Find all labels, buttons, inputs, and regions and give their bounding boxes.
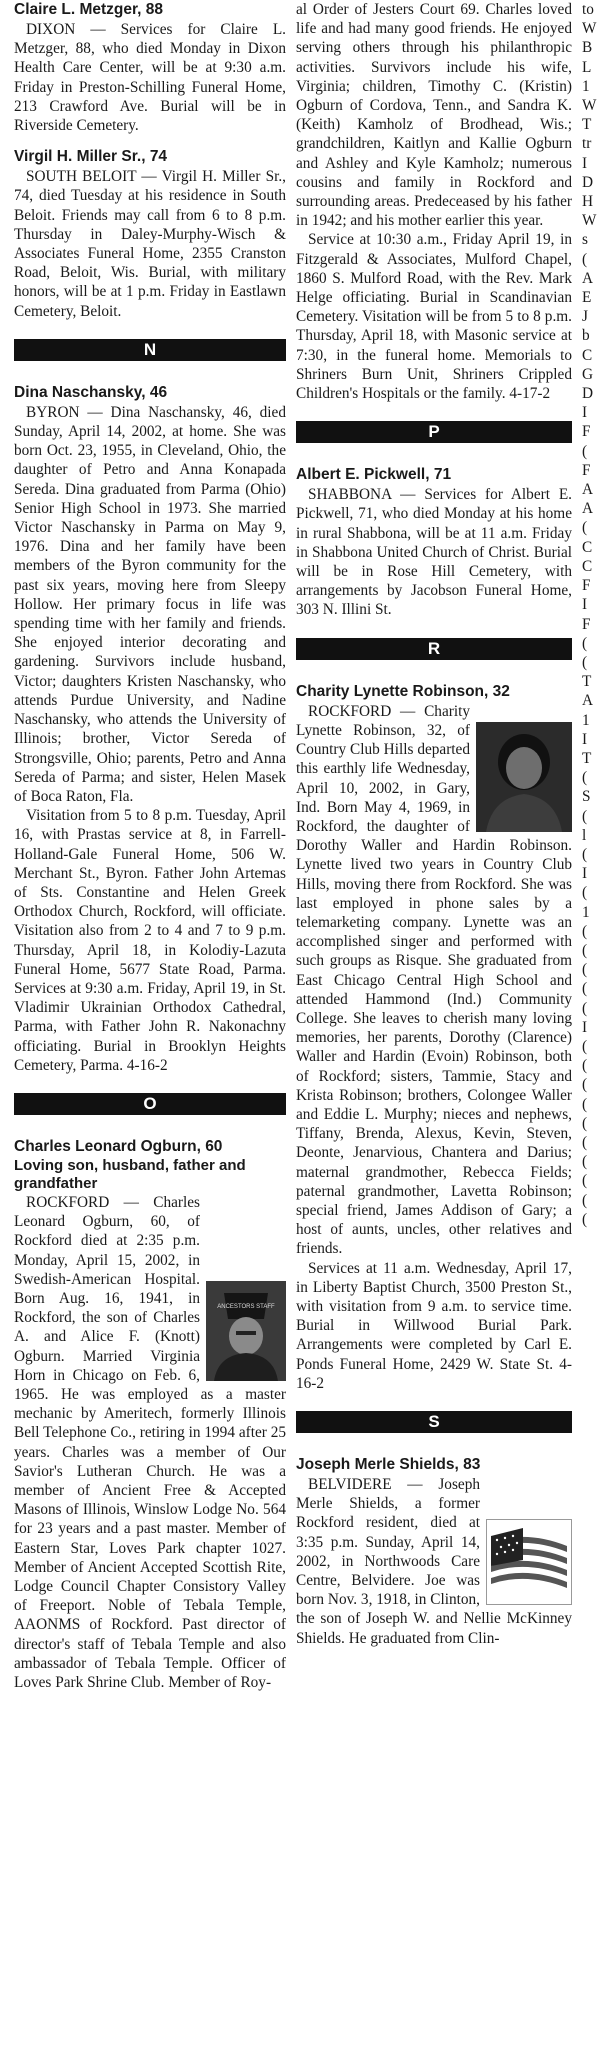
american-flag-icon (487, 1520, 571, 1604)
obituary-body: SHABBONA — Services for Albert E. Pickwell, 71, who died Monday at his home in rural Shabbona, will be at 11 a.m. Friday in Shabbona United Church of Christ. Burial will be in Rose Hill Cemetery, with arrangements by Jacobson Funeral Home, 303 N. Illini St. (296, 486, 572, 619)
cropped-line-fragment: I (582, 730, 588, 748)
obituary-metzger (14, 0, 286, 135)
cropped-line-fragment: ( (582, 1095, 588, 1113)
cropped-line-fragment: ( (582, 980, 588, 998)
cropped-line-fragment: C (582, 346, 593, 364)
obituary-body: SOUTH BELOIT — Virgil H. Miller Sr., 74, died Tuesday at his residence in South Beloit. Friends may call from 6 to 8 p.m. Thursday in Daley-Murphy-Wisch & Associates Funeral Home, 2355 Cranston Road, Beloit, Wis. Burial, with military honors, will be at 1 p.m. Friday in Eastlawn Cemetery, Beloit. (14, 168, 286, 320)
section-header-p: P (296, 421, 572, 443)
obituary-body-services: Visitation from 5 to 8 p.m. Tuesday, April 16, with Prastas service at 8, in Farrell-Holland-Gale Funeral Home, 506 W. Merchant St., Byron. Father John Artemas of Sts. Constantine and Helen Greek Orthodox Church, Rockford, will officiate. Visitation also from 2 to 4 and 7 to 9 p.m. Thursday, April 18, in Kolodiy-Lazuta Funeral Home, 5677 State Road, Parma. Services at 9:30 a.m. Friday, April 19, in St. Vladimir Ukrainian Orthodox Cathedral, Parma, with Father John R. Nakonachny officiating. Burial in Brooklyn Heights Cemetery, Parma. 4-16-2 (14, 807, 286, 1074)
obituary-body: al Order of Jesters Court 69. Charles loved life and had many good friends. He enjoyed serving others through his philanthropic activities. Survivors include his wife, Virginia; children, Timothy C. (Kristin) Ogburn of Cordova, Tenn., and Sandra K. (Keith) Kamholz of Brodhead, Wis.; grandchildren, Kaitlyn and Kallie Ogburn and Ashley and Kyle Kamholz; numerous cousins and family in Rockford and surrounding areas. Predeceased by his father in 1942; and his mother earlier this year. (296, 1, 572, 230)
cropped-line-fragment: A (582, 481, 594, 499)
section-header-s: S (296, 1411, 572, 1433)
cropped-line-fragment: 1 (582, 711, 590, 729)
cropped-line-fragment: ( (582, 653, 588, 671)
obituary-shields (296, 1455, 572, 1648)
cropped-line-fragment: tr (582, 135, 592, 153)
cropped-line-fragment: ( (582, 1037, 588, 1055)
flag-image-shields (486, 1519, 572, 1605)
portrait-photo-robinson (476, 722, 572, 832)
portrait-woman-icon (476, 722, 572, 832)
cropped-line-fragment: ( (582, 884, 588, 902)
cropped-line-fragment: I (582, 1018, 588, 1036)
cropped-line-fragment: S (582, 788, 591, 806)
section-header-r: R (296, 638, 572, 660)
obituary-body: BELVIDERE — Joseph Merle Shields, a former Rockford resident, died at 3:35 p.m. Sunday, April 14, 2002, in Northwoods Care Centre, Belvidere. Joe was born Nov. 3, 1918, in Clinton, the son of Joseph W. and Nellie McKinney Shields. He graduated from Clin- (296, 1476, 572, 1647)
column-right-cropped (582, 0, 600, 2056)
cropped-line-fragment: H (582, 193, 594, 211)
cropped-line-fragment: B (582, 39, 593, 57)
obituary-body: ROCKFORD — Charles Leonard Ogburn, 60, of Rockford died at 2:35 p.m. Monday, April 15, 2002, in Swedish-American Hospital. Born Aug. 16, 1941, in Rockford, the son of Charles A. and Alice F. (Knott) Ogburn. Married Virginia Horn in Chicago on Feb. 6, 1965. He was employed as a master mechanic by Ameritech, formerly Illinois Bell Telephone Co., retiring in 1994 after 25 years. Charles was a member of Our Savior's Lutheran Church. He was a member of Ancient Free & Accepted Masons of Illinois, Winslow Lodge No. 564 for 23 years and a past master. Member of Eastern Star, Loves Park chapter 1027. Member of Ancient Accepted Scottish Rite, Lodge Council Chapter Consistory Valley of Freeport. Noble of Tebala Temple, AAONMS of Rockford. Past director of director's staff of Tebala Temple and also ambassador of Tebala Temple. Officer of Loves Park Shrine Club. Member of Roy- (14, 1193, 286, 1692)
cropped-line-fragment: A (582, 500, 594, 518)
cropped-line-fragment: ( (582, 961, 588, 979)
section-header-o: O (14, 1093, 286, 1115)
obituary-pickwell (296, 465, 572, 619)
obituary-name: Charity Lynette Robinson, 32 (296, 682, 510, 700)
cropped-line-fragment: ( (582, 1057, 588, 1075)
cropped-line-fragment: b (582, 327, 590, 345)
cropped-line-fragment: T (582, 673, 592, 691)
column-middle (296, 0, 572, 2056)
cropped-line-fragment: G (582, 365, 594, 383)
section-header-n: N (14, 339, 286, 361)
cropped-line-fragment: ( (582, 922, 588, 940)
obituary-naschansky (14, 383, 286, 1075)
obituary-robinson (296, 682, 572, 1393)
obituary-name: Claire L. Metzger, 88 (14, 1, 164, 18)
cropped-line-fragment: ( (582, 1153, 588, 1171)
cropped-line-fragment: T (582, 116, 592, 134)
svg-text:ANCESTORS STAFF: ANCESTORS STAFF (217, 1303, 275, 1310)
obituary-subhead: Loving son, husband, father and grandfather (14, 1156, 246, 1192)
cropped-line-fragment: 1 (582, 903, 590, 921)
obituary-name: Virgil H. Miller Sr., 74 (14, 148, 168, 166)
cropped-line-fragment: ( (582, 442, 588, 460)
cropped-line-fragment: T (582, 749, 592, 767)
cropped-line-fragment: W (582, 97, 597, 115)
cropped-line-fragment: ( (582, 941, 588, 959)
cropped-line-fragment: W (582, 20, 597, 38)
cropped-line-fragment: s (582, 231, 588, 249)
portrait-man-fez-icon (206, 1281, 286, 1381)
cropped-line-fragment: A (582, 269, 594, 287)
cropped-line-fragment: l (582, 826, 587, 844)
cropped-line-fragment: ( (582, 519, 588, 537)
cropped-line-fragment: C (582, 557, 593, 575)
cropped-line-fragment: I (582, 865, 588, 883)
cropped-line-fragment: C (582, 538, 593, 556)
cropped-line-fragment: ( (582, 250, 588, 268)
cropped-line-fragment: ( (582, 1172, 588, 1190)
cropped-line-fragment: F (582, 577, 591, 595)
obituary-body-services: Service at 10:30 a.m., Friday April 19, in Fitzgerald & Associates, Mulford Chapel, 1860 S. Mulford Road, with the Rev. Mark Helge officiating. Burial in Scandinavian Cemetery. Visitation will be from 5 to 8 p.m. Thursday, April 18, with Masonic service at 7:30, in the funeral home. Memorials to Shriners Burn Unit, Shriners Crippled Children's Hospitals or the family. 4-17-2 (296, 231, 572, 403)
obituary-body-services: Services at 11 a.m. Wednesday, April 17, in Liberty Baptist Church, 3500 Preston St., with visitation from 9 a.m. to service time. Burial in Willwood Burial Park. Arrangements were completed by Carl E. Ponds Funeral Home, 2429 W. State St. 4-16-2 (296, 1259, 572, 1392)
portrait-photo-ogburn (206, 1281, 286, 1381)
obituary-name: Joseph Merle Shields, 83 (296, 1456, 481, 1473)
cropped-line-fragment: ( (582, 1133, 588, 1151)
cropped-line-fragment: F (582, 461, 591, 479)
cropped-line-fragment: E (582, 289, 592, 307)
cropped-line-fragment: F (582, 423, 591, 441)
cropped-line-fragment: ( (582, 1076, 588, 1094)
obituary-name: Dina Naschansky, 46 (14, 383, 168, 401)
obituary-name: Charles Leonard Ogburn, 60 (14, 1137, 223, 1155)
cropped-line-fragment: I (582, 154, 588, 172)
cropped-line-fragment: L (582, 58, 592, 76)
obituary-body: BYRON — Dina Naschansky, 46, died Sunday, April 14, 2002, at home. She was born Oct. 23, 1955, in Cleveland, Ohio, the daughter of Petro and Anna Konapada Sereda. Dina graduated from Parma (Ohio) Senior High School in 1973. She married Victor Naschansky in Parma on May 9, 1976. Dina and her family have been members of the Byron community for the past six years, moving here from Sleepy Hollow. Her primary focus in life was spending time with her family and friends. She enjoyed interior decorating and gardening. Survivors include husband, Victor; daughters Kristen Naschansky, who attends Purdue University, and Nadine Naschansky, who attends the University of Illinois; brother, Victor Sereda of Strongsville, Ohio; parents, Petro and Anna Sereda of Parma; and sister, Helen Masek of Boca Raton, Fla. (14, 403, 286, 805)
obituary-miller (14, 147, 286, 321)
cropped-line-fragment: J (582, 308, 588, 326)
cropped-line-fragment: I (582, 404, 588, 422)
cropped-line-fragment: ( (582, 1191, 588, 1209)
cropped-line-fragment: 1 (582, 77, 590, 95)
cropped-line-fragment: W (582, 212, 597, 230)
cropped-line-fragment: I (582, 596, 588, 614)
cropped-line-fragment: to (582, 1, 594, 18)
cropped-line-fragment: A (582, 692, 594, 710)
cropped-line-fragment: ( (582, 1210, 588, 1228)
cropped-line-fragment: ( (582, 807, 588, 825)
obituary-body: DIXON — Services for Claire L. Metzger, 88, who died Monday in Dixon Health Care Center, will be at 9:30 a.m. Friday in Preston-Schilling Funeral Home, 213 Crawford Ave. Burial will be in Riverside Cemetery. (14, 21, 286, 135)
cropped-line-fragment: D (582, 385, 594, 403)
cropped-line-fragment: F (582, 615, 591, 633)
obituary-body: ROCKFORD — Charity Lynette Robinson, 32, of Country Club Hills departed this earthly life Wednesday, April 10, 2002, in Gary, Ind. Born May 4, 1969, in Rockford, the daughter of Dorothy Waller and Hardin Robinson. Lynette lived two years in Country Club Hills, moving there from Rockford. She was last employed in phone sales by a telemarketing company. Lynette was an accomplished singer and performed with such groups as Risque. She graduated from East Chicago Central High School and attended Hammond (Ind.) Community College. She leaves to cherish many loving memories, her parents, Dorothy (Clarence) Waller and Hardin (Evoin) Robinson, both of Rockford; sisters, Tammie, Stacy and Krista Robinson; brothers, Colongee Waller and Eddie L. Murphy; nieces and nephews, Tiffany, Brenda, Alexus, Kevin, Steven, Deonte, Jenarvious, Chantera and Darius; maternal grandmother, Rebecca Fields; paternal grandmother, Lavetta Robinson; special friend, James Addison of Gary; a host of aunts, uncles, other relatives and friends. (296, 702, 572, 1258)
cropped-line-fragment: D (582, 173, 594, 191)
cropped-line-fragment: ( (582, 769, 588, 787)
obituary-name: Albert E. Pickwell, 71 (296, 466, 452, 484)
column-left (14, 0, 286, 2056)
cropped-line-fragment: ( (582, 999, 588, 1017)
cropped-line-fragment: ( (582, 634, 588, 652)
obituary-ogburn (14, 1137, 286, 1692)
obituary-ogburn-continued (296, 0, 572, 403)
cropped-line-fragment: ( (582, 1114, 588, 1132)
cropped-line-fragment: ( (582, 845, 588, 863)
